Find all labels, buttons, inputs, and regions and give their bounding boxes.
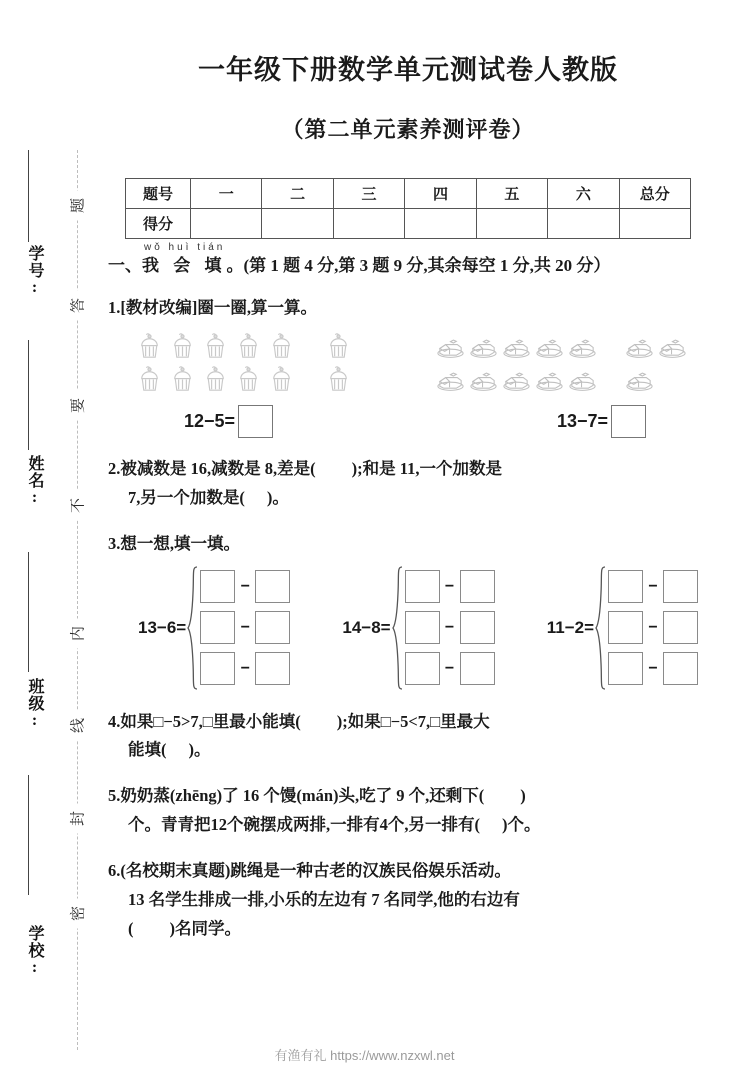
brace-row [608, 570, 698, 603]
question-4-text-c: 能填( [128, 740, 167, 760]
question-5-text-b: ) [520, 786, 526, 806]
score-table [125, 178, 691, 239]
seal-label-school: 学校: [26, 925, 43, 977]
cupcake-icon [233, 331, 264, 362]
brace-rows [200, 566, 290, 689]
section-name-ruby [142, 242, 227, 277]
question-3-text [108, 530, 708, 559]
brace-label: 14−8= [342, 617, 391, 637]
question-2-line-2 [108, 484, 708, 513]
score-col-6: 六 [548, 179, 619, 209]
score-col-2: 二 [262, 179, 333, 209]
cupcake-icon [266, 364, 297, 395]
score-col-3: 三 [333, 179, 404, 209]
input-box[interactable] [460, 570, 495, 603]
question-4-line-1 [108, 708, 708, 737]
section-points: 。(第 1 题 4 分,第 3 题 9 分,其余每空 1 分,共 20 分） [226, 256, 611, 275]
seal-label-class: 班级: [26, 678, 43, 730]
seal-rule-1 [28, 150, 29, 242]
score-row-label-1: 得分 [126, 209, 191, 239]
question-4-text-a: 如果□−5>7,□里最小能填( [120, 711, 301, 731]
cupcake-icon [266, 331, 297, 362]
section-index: 一、 [108, 256, 142, 275]
brace-row [405, 611, 495, 644]
question-1-pictures [108, 329, 708, 395]
question-1 [108, 294, 708, 438]
cake-icon [624, 364, 655, 395]
cupcake-icon [323, 331, 354, 362]
equation-left-label: 12−5= [184, 410, 236, 431]
input-box[interactable] [255, 611, 290, 644]
seal-char-1: 答 [64, 291, 91, 321]
seal-rule-3 [28, 552, 29, 672]
brace-row [608, 652, 698, 685]
brace-rows [608, 566, 698, 689]
curly-brace-icon [595, 565, 607, 691]
answer-box[interactable] [611, 405, 646, 438]
equation-12-minus-5 [184, 405, 273, 438]
question-2-line-1 [108, 455, 708, 484]
cake-icon [468, 331, 499, 362]
curly-brace-icon [187, 565, 199, 691]
question-2-text-d: )。 [266, 487, 289, 507]
input-box[interactable] [663, 611, 698, 644]
cupcake-row-2 [134, 362, 356, 395]
score-col-total: 总分 [619, 179, 690, 209]
seal-char-2: 要 [64, 391, 91, 421]
seal-label-name: 姓名: [26, 455, 43, 507]
cake-row-2 [435, 362, 690, 395]
input-box[interactable] [405, 570, 440, 603]
question-6-line-2: 13 名学生排成一排,小乐的左边有 7 名同学,他的右边有 [128, 889, 520, 909]
cupcake-icon [233, 364, 264, 395]
cake-icon [657, 331, 688, 362]
brace-group-13-6 [138, 565, 290, 691]
seal-char-3: 不 [64, 491, 91, 521]
question-5-text-d: )个。 [502, 815, 541, 835]
cupcake-icon [134, 331, 165, 362]
equation-right-label: 13−7= [556, 410, 608, 431]
cake-icon [468, 364, 499, 395]
cake-icon [624, 331, 655, 362]
input-box[interactable] [608, 570, 643, 603]
minus-sign: − [648, 618, 658, 636]
cupcake-row-1 [134, 329, 356, 362]
question-5 [108, 782, 708, 840]
input-box[interactable] [405, 611, 440, 644]
question-1-equations [108, 405, 708, 438]
score-col-4: 四 [405, 179, 476, 209]
input-box[interactable] [663, 570, 698, 603]
section-pinyin: wǒ huì tián [144, 242, 226, 253]
brace-label: 11−2= [546, 617, 594, 637]
minus-sign: − [444, 659, 455, 677]
question-6-line-1 [108, 857, 708, 886]
minus-sign: − [444, 577, 455, 595]
equation-13-minus-7 [557, 405, 646, 438]
score-col-1: 一 [191, 179, 262, 209]
section-heading [108, 242, 708, 277]
question-2-text-a: 被减数是 16,减数是 8,差是( [120, 458, 316, 478]
cupcake-icon [167, 331, 198, 362]
brace-row [405, 652, 495, 685]
question-5-line-2 [108, 811, 708, 840]
brace-row [405, 570, 495, 603]
input-box[interactable] [460, 611, 495, 644]
question-4-text-d: )。 [188, 740, 211, 760]
cake-icon [435, 331, 466, 362]
input-box[interactable] [200, 570, 235, 603]
cake-icon [435, 364, 466, 395]
score-cell-5[interactable] [476, 209, 547, 239]
minus-sign: − [240, 577, 250, 595]
seal-rule-4 [28, 775, 29, 895]
exam-content [108, 0, 708, 1078]
question-6 [108, 857, 708, 944]
input-box[interactable] [663, 652, 698, 685]
cupcake-icon [200, 331, 231, 362]
score-cell-2[interactable] [262, 209, 333, 239]
question-2-text-b: );和是 11,一个加数是 [351, 458, 502, 478]
seal-char-4: 内 [64, 619, 91, 649]
question-5-text-c: 个。青青把12个碗摆成两排,一排有4个,另一排有( [128, 815, 480, 835]
score-col-5: 五 [476, 179, 547, 209]
minus-sign: − [240, 618, 250, 636]
score-cell-total[interactable] [619, 209, 690, 239]
cupcake-group [134, 329, 356, 395]
input-box[interactable] [200, 652, 235, 685]
score-cell-4[interactable] [405, 209, 476, 239]
question-4-text-b: );如果□−5<7,□里最大 [336, 711, 490, 731]
input-box[interactable] [405, 652, 440, 685]
cake-icon [534, 364, 565, 395]
question-4 [108, 708, 708, 766]
question-4-line-2 [108, 736, 708, 765]
score-cell-3[interactable] [333, 209, 404, 239]
cake-group [435, 329, 690, 395]
question-6-text-b: )名同学。 [169, 918, 241, 938]
score-row-label-0: 题号 [126, 179, 191, 209]
curly-brace-icon [392, 565, 404, 691]
brace-group-11-2 [547, 565, 698, 691]
score-cell-1[interactable] [191, 209, 262, 239]
seal-rule-2 [28, 340, 29, 450]
input-box[interactable] [200, 611, 235, 644]
brace-row [608, 611, 698, 644]
input-box[interactable] [255, 570, 290, 603]
question-6-text-a: ( [128, 918, 134, 938]
question-6-text-1: (名校期末真题)跳绳是一种古老的汉族民俗娱乐活动。 [120, 861, 511, 881]
input-box[interactable] [255, 652, 290, 685]
page-title: 一年级下册数学单元测试卷人教版 [198, 55, 618, 85]
score-cell-6[interactable] [548, 209, 619, 239]
question-5-line-1 [108, 782, 708, 811]
brace-row [200, 570, 290, 603]
cake-icon [567, 331, 598, 362]
question-5-text-a: 奶奶蒸(zhēng)了 16 个馒(mán)头,吃了 9 个,还剩下( [120, 786, 485, 806]
input-box[interactable] [608, 652, 643, 685]
watermark: 有渔有礼 https://www.nzxwl.net [274, 1048, 455, 1063]
seal-char-0: 题 [64, 191, 91, 221]
question-3-prompt: 想一想,填一填。 [120, 533, 240, 553]
brace-rows [405, 566, 495, 689]
minus-sign: − [648, 659, 658, 677]
cupcake-icon [323, 364, 354, 395]
question-2 [108, 455, 708, 513]
seal-char-7: 密 [64, 899, 91, 929]
section-name: 我 会 填 [142, 256, 227, 275]
seal-char-5: 线 [64, 711, 91, 741]
question-1-text [108, 294, 708, 323]
question-6-number: 6. [108, 861, 121, 881]
cake-icon [501, 364, 532, 395]
question-2-text-c: 7,另一个加数是( [128, 487, 245, 507]
seal-margin [0, 0, 108, 1078]
minus-sign: − [240, 659, 250, 677]
question-2-number: 2. [108, 458, 121, 478]
minus-sign: − [444, 618, 455, 636]
cake-icon [567, 364, 598, 395]
question-1-prompt: [教材改编]圈一圈,算一算。 [120, 298, 317, 318]
cake-icon [501, 331, 532, 362]
brace-label: 13−6= [138, 617, 187, 637]
seal-label-student-id: 学号: [26, 245, 43, 297]
question-3 [108, 530, 708, 691]
question-4-number: 4. [108, 711, 121, 731]
seal-char-6: 封 [64, 804, 91, 834]
brace-row [200, 611, 290, 644]
question-6-line-3 [108, 915, 708, 944]
question-3-number: 3. [108, 533, 121, 553]
cake-icon [534, 331, 565, 362]
table-row-header [126, 179, 691, 209]
cupcake-icon [167, 364, 198, 395]
brace-group-14-8 [342, 565, 494, 691]
answer-box[interactable] [238, 405, 273, 438]
question-3-groups [108, 565, 708, 691]
input-box[interactable] [460, 652, 495, 685]
question-1-number: 1. [108, 298, 121, 318]
cupcake-icon [134, 364, 165, 395]
page-subtitle: （第二单元素养测评卷） [281, 117, 535, 142]
table-row-scores [126, 209, 691, 239]
question-5-number: 5. [108, 786, 121, 806]
input-box[interactable] [608, 611, 643, 644]
cupcake-icon [200, 364, 231, 395]
cake-row-1 [435, 329, 690, 362]
brace-row [200, 652, 290, 685]
minus-sign: − [648, 577, 658, 595]
